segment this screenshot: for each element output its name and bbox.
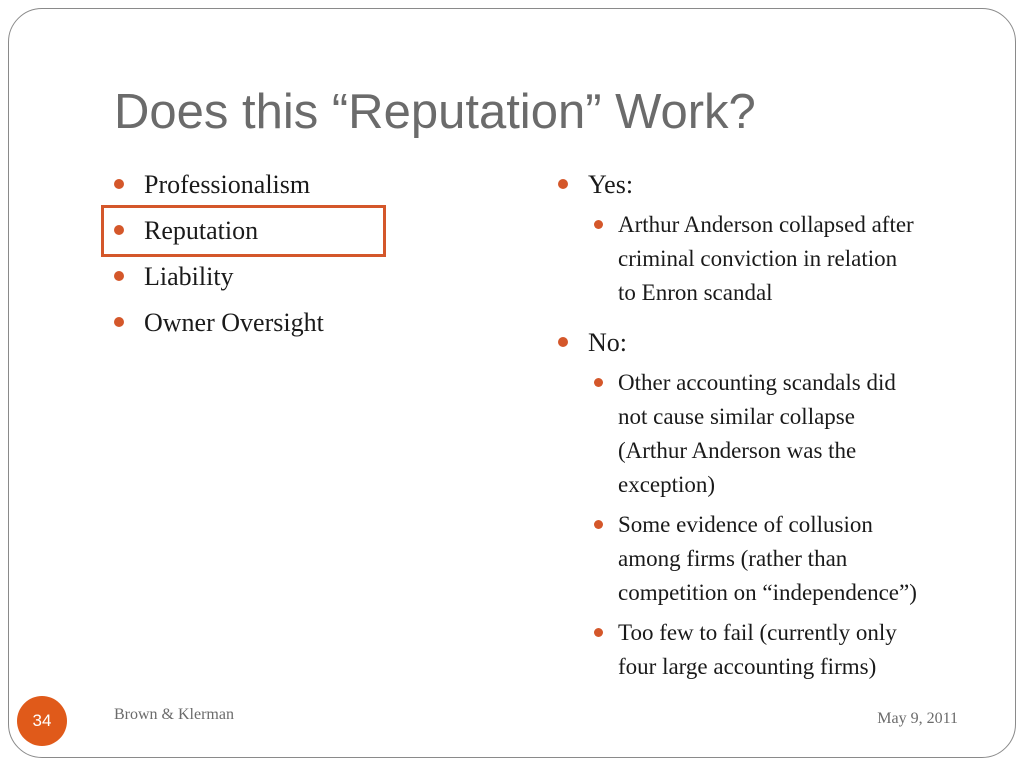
bullet-text: Reputation: [144, 216, 259, 245]
highlight-box-reputation: [101, 205, 386, 257]
sub-list-item: [558, 366, 918, 502]
sub-bullet-text: Arthur Anderson collapsed after criminal conviction in relation to Enron scandal: [618, 212, 914, 305]
bullet-icon: [114, 179, 124, 189]
bullet-icon: [594, 520, 603, 529]
sub-bullet-text: Some evidence of collusion among firms (rather than competition on “independence”): [618, 512, 917, 605]
yes-label: Yes:: [588, 170, 634, 199]
bullet-icon: [594, 628, 603, 637]
bullet-icon: [594, 378, 603, 387]
page-number-badge: 34: [17, 696, 67, 746]
bullet-text: Professionalism: [144, 170, 311, 199]
bullet-icon: [558, 337, 568, 347]
sub-list-item: [558, 208, 918, 310]
sub-bullet-text: Too few to fail (currently only four large accounting firms): [618, 620, 897, 679]
bullet-icon: [114, 271, 124, 281]
bullet-icon: [594, 220, 603, 229]
left-bullet-list: [114, 168, 414, 352]
bullet-text: Owner Oversight: [144, 308, 324, 337]
bullet-icon: [558, 179, 568, 189]
list-item: [114, 260, 414, 306]
yes-heading: [558, 168, 978, 202]
footer-author: Brown & Klerman: [114, 706, 234, 723]
slide-title: Does this “Reputation” Work?: [114, 85, 756, 139]
sub-list-item: [558, 616, 918, 684]
bullet-icon: [114, 317, 124, 327]
sub-list-item: [558, 508, 918, 610]
list-item: [114, 306, 414, 352]
right-bullet-list: [558, 168, 978, 690]
no-label: No:: [588, 328, 627, 357]
yes-sublist: [558, 208, 978, 310]
no-heading: [558, 326, 978, 360]
footer-date: May 9, 2011: [877, 710, 958, 727]
sub-bullet-text: Other accounting scandals did not cause similar collapse (Arthur Anderson was the exception): [618, 370, 896, 497]
bullet-text: Liability: [144, 262, 234, 291]
no-sublist: [558, 366, 978, 684]
